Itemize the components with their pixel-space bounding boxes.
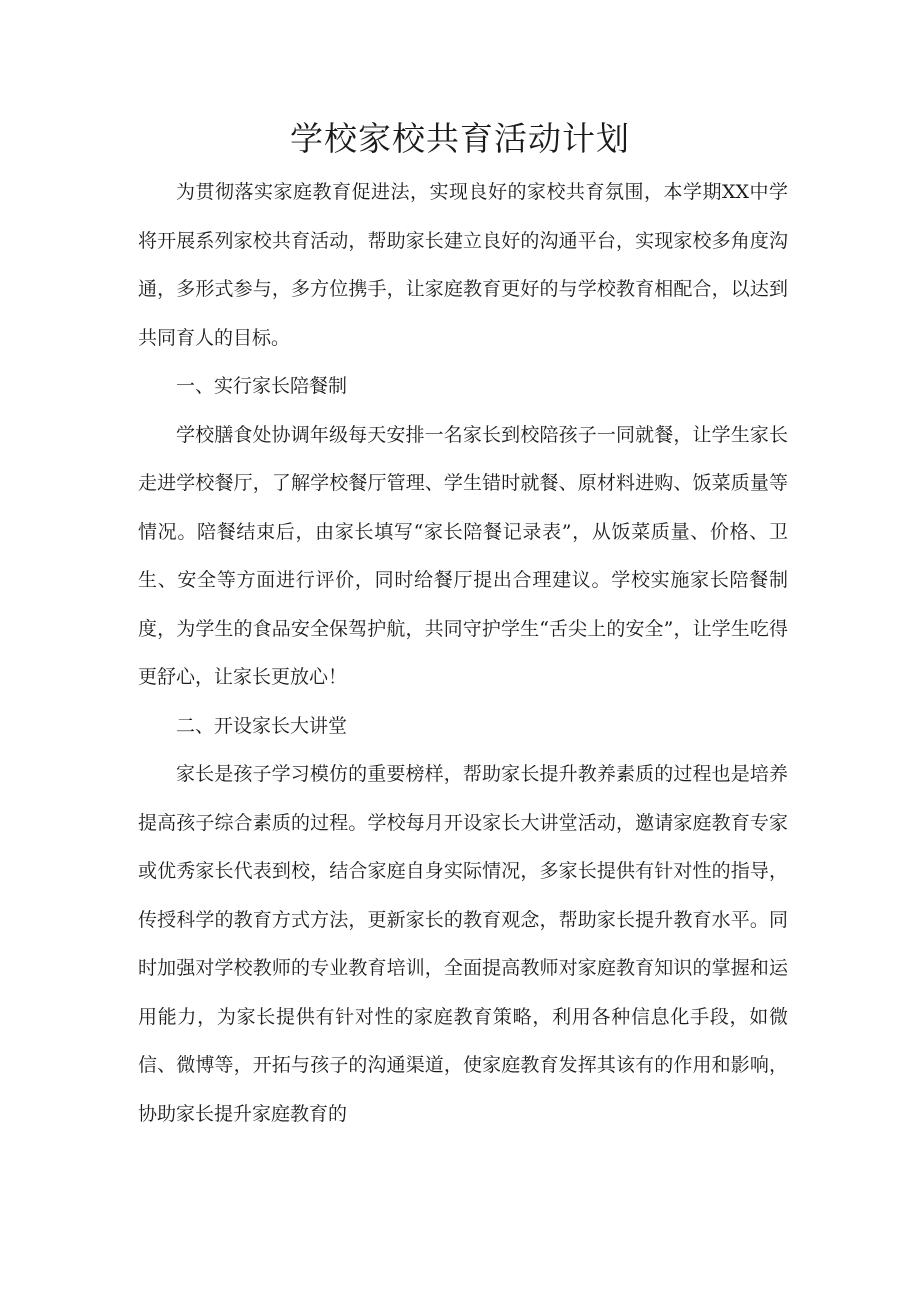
intro-paragraph: 为贯彻落实家庭教育促进法，实现良好的家校共育氛围，本学期XX中学将开展系列家校共育活动，帮助家长建立良好的沟通平台，实现家校多角度沟通，多形式参与，多方位携手，让家庭教育更好的与学校教育相配合，以达到共同育人的目标。: [138, 181, 788, 349]
section-heading-1: 一、实行家长陪餐制: [176, 375, 348, 397]
section-heading-2: 二、开设家长大讲堂: [176, 714, 348, 737]
section-body-2: 家长是孩子学习模仿的重要榜样，帮助家长提升教养素质的过程也是培养提高孩子综合素质的过程。学校每月开设家长大讲堂活动，邀请家庭教育专家或优秀家长代表到校，结合家庭自身实际情况，多家长提供有针对性的指导，传授科学的教育方式方法，更新家长的教育观念，帮助家长提升教育水平。同时加强对学校教师的专业教育培训，全面提高教师对家庭教育知识的掌握和运用能力，为家长提供有针对性的家庭教育策略，利用各种信息化手段，如微信、微博等，开拓与孩子的沟通渠道，使家庭教育发挥其该有的作用和影响，协助家长提升家庭教育的: [138, 763, 788, 1125]
document-title: 学校家校共育活动计划: [290, 119, 630, 158]
document-body: [138, 168, 788, 1138]
section-body-1: 学校膳食处协调年级每天安排一名家长到校陪孩子一同就餐，让学生家长走进学校餐厅，了解学校餐厅管理、学生错时就餐、原材料进购、饭菜质量等情况。陪餐结束后，由家长填写“家长陪餐记录表”，从饭菜质量、价格、卫生、安全等方面进行评价，同时给餐厅提出合理建议。学校实施家长陪餐制度，为学生的食品安全保驾护航，共同守护学生“舌尖上的安全”，让学生吃得更舒心，让家长更放心！: [138, 423, 788, 688]
